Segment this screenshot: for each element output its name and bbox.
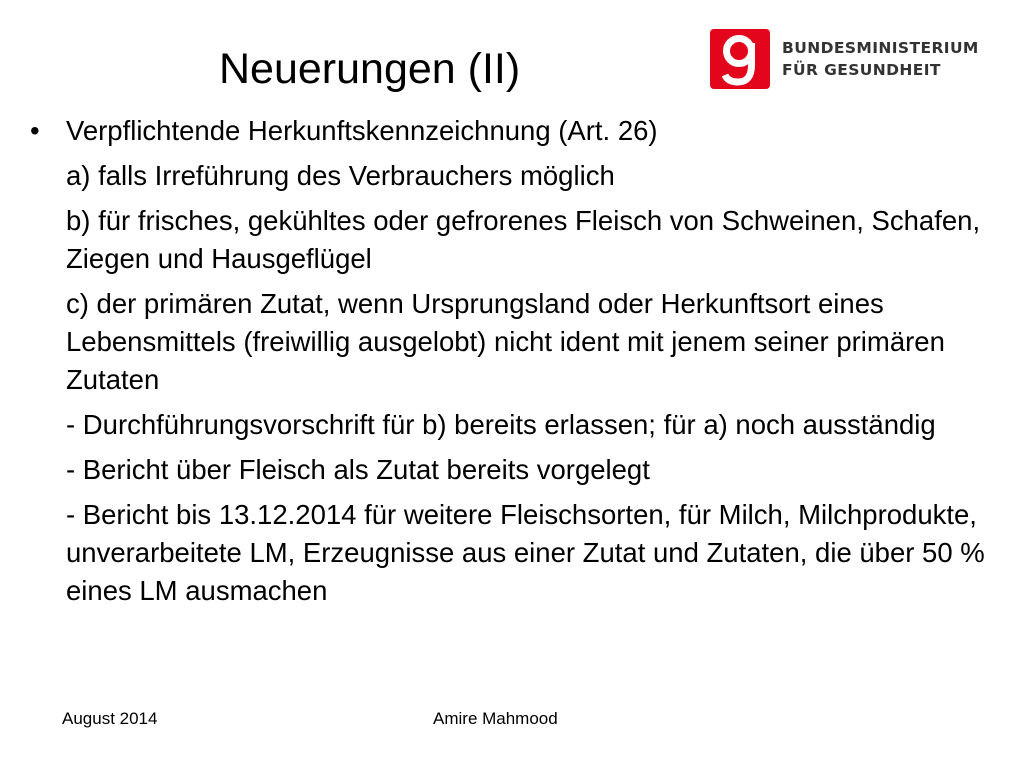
- paragraph-b: b) für frisches, gekühltes oder gefrorenes Fleisch von Schweinen, Schafen, Ziegen und Hausgeflügel: [66, 205, 981, 274]
- bullet-item: [30, 112, 1005, 150]
- paragraph-a: a) falls Irreführung des Verbrauchers möglich: [66, 160, 615, 191]
- slide-body: [30, 112, 1005, 616]
- paragraph-c: c) der primären Zutat, wenn Ursprungsland oder Herkunftsort eines Lebensmittels (freiwillig ausgelobt) nicht ident mit jenem seiner primären Zutaten: [66, 288, 945, 395]
- bullet-marker: •: [30, 115, 40, 146]
- logo-g-icon: [710, 29, 770, 89]
- footer-author: Amire Mahmood: [433, 709, 558, 728]
- footer-date: August 2014: [62, 709, 158, 728]
- logo-line-2: FÜR GESUNDHEIT: [782, 61, 941, 79]
- ministry-logo: [710, 29, 979, 89]
- paragraph-report-meat: - Bericht über Fleisch als Zutat bereits vorgelegt: [66, 454, 650, 485]
- slide-title: Neuerungen (II): [219, 45, 521, 93]
- paragraph-implementation: - Durchführungsvorschrift für b) bereits erlassen; für a) noch ausständig: [66, 409, 936, 440]
- logo-wordmark: [782, 37, 979, 81]
- paragraph-report-deadline: - Bericht bis 13.12.2014 für weitere Fleischsorten, für Milch, Milchprodukte, unverarbeitete LM, Erzeugnisse aus einer Zutat und Zutaten, die über 50 % eines LM ausmachen: [66, 499, 985, 606]
- bullet-text: Verpflichtende Herkunftskennzeichnung (Art. 26): [66, 115, 658, 146]
- logo-line-1: BUNDESMINISTERIUM: [782, 39, 979, 57]
